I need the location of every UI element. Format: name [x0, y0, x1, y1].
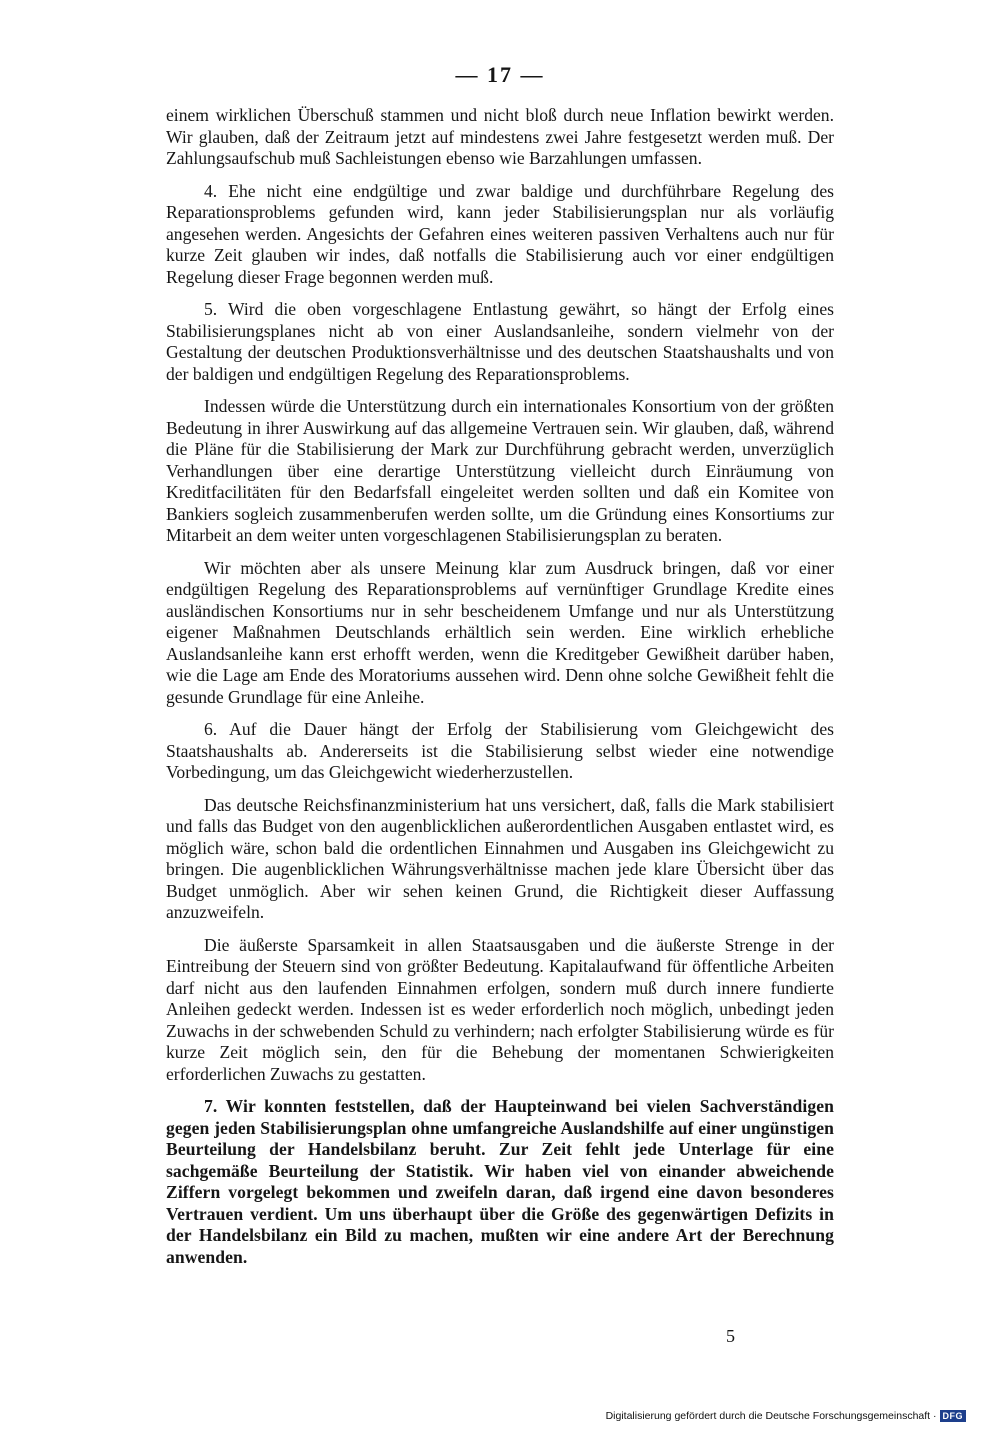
paragraph-continuation: einem wirklichen Überschuß stammen und nicht bloß durch neue Inflation bewirkt werden. Wir glauben, daß der Zeitraum jetzt auf mindestens zwei Jahre festgesetzt werden muß. Der Zahlungsaufschub muß Sachleistungen ebenso wie Barzahlungen umfassen.	[166, 105, 834, 168]
paragraph-finance-ministry: Das deutsche Reichsfinanzministerium hat uns versichert, daß, falls die Mark stabilisiert und falls das Budget von den augenblicklichen außerordentlichen Ausgaben entlastet wird, es möglich wäre, schon bald die ordentlichen Einnahmen und Ausgaben ins Gleichgewicht zu bringen. Die augenblicklichen Währungsverhältnisse machen jede klare Übersicht über das Budget unmöglich. Aber wir sehen keinen Grund, die Richtigkeit dieser Auffassung anzuzweifeln.	[166, 794, 834, 922]
paragraph-point-4: 4. Ehe nicht eine endgültige und zwar baldige und durchführbare Regelung des Reparationsproblems gefunden wird, kann jeder Stabilisierungsplan nur als vorläufig angesehen werden. Angesichts der Gefahren eines weiteren passiven Verhaltens auch nur für kurze Zeit glauben wir indes, daß notfalls die Stabilisierung auch vor einer endgültigen Regelung dieser Frage begonnen werden muß.	[166, 180, 834, 287]
paragraph-consortium: Indessen würde die Unterstützung durch ein internationales Konsortium von der größten Bedeutung in ihrer Auswirkung auf das allgemeine Vertrauen sein. Wir glauben, daß, während die Pläne für die Stabilisierung der Mark zur Durchführung gebracht werden, unverzüglich Verhandlungen über eine derartige Unterstützung vielleicht durch Einräumung von Kreditfacilitäten für den Bedarfsfall eingeleitet werden sollten und daß ein Komitee von Bankiers sogleich zusammenberufen werden sollte, um die Gründung eines Konsortiums zur Mitarbeit an dem weiter unten vorgeschlagenen Stabilisierungsplan zu beraten.	[166, 396, 834, 545]
credit-text: Digitalisierung gefördert durch die Deutsche Forschungsgemeinschaft ·	[605, 1410, 937, 1422]
body-text	[166, 105, 834, 1279]
paragraph-point-5: 5. Wird die oben vorgeschlagene Entlastung gewährt, so hängt der Erfolg eines Stabilisierungsplanes nicht ab von einer Auslandsanleihe, sondern vielmehr von der Gestaltung der deutschen Produktionsverhältnisse und des deutschen Staatshaushalts und von der baldigen und endgültigen Regelung des Reparationsproblems.	[166, 299, 834, 384]
paragraph-austerity: Die äußerste Sparsamkeit in allen Staatsausgaben und die äußerste Strenge in der Eintreibung der Steuern sind von größter Bedeutung. Kapitalaufwand für öffentliche Arbeiten darf nicht aus den laufenden Einnahmen erfolgen, sondern muß durch innere fundierte Anleihen gedeckt werden. Indessen ist es weder erforderlich noch möglich, unbedingt jeden Zuwachs in der schwebenden Schuld zu verhindern; nach erfolgter Stabilisierung würde es für kurze Zeit möglich sein, den für die Behebung der momentanen Schwierigkeiten erforderlichen Zuwachs zu gestatten.	[166, 934, 834, 1084]
dfg-logo: DFG	[940, 1410, 967, 1422]
paragraph-point-7: 7. Wir konnten feststellen, daß der Haupteinwand bei vielen Sachverständigen gegen jeden Stabilisierungsplan ohne umfangreiche Auslandshilfe auf einer ungünstigen Beurteilung der Handelsbilanz beruht. Zur Zeit fehlt jede Unterlage für eine sachgemäße Beurteilung der Statistik. Wir haben viel von einander abweichende Ziffern vorgelegt bekommen und zweifeln daran, daß irgend eine davon besonderes Vertrauen verdient. Um uns überhaupt über die Größe des gegenwärtigen Defizits in der Handelsbilanz ein Bild zu machen, mußten wir eine andere Art der Berechnung anwenden.	[166, 1096, 834, 1267]
digitization-credit	[606, 1410, 966, 1422]
signature-mark: 5	[726, 1326, 735, 1346]
paragraph-opinion: Wir möchten aber als unsere Meinung klar zum Ausdruck bringen, daß vor einer endgültigen Regelung des Reparationsproblems auf vernünftiger Grundlage Kredite eines ausländischen Konsortiums nur in sehr bescheidenem Umfange und nur als Unterstützung eigener Maßnahmen Deutschlands erhältlich sein werden. Eine wirklich erhebliche Auslandsanleihe kann erst erhofft werden, wenn die Kreditgeber Gewißheit darüber haben, wie die Lage am Ende des Moratoriums aussehen wird. Denn ohne solche Gewißheit fehlt die gesunde Grundlage für eine Anleihe.	[166, 557, 834, 707]
paragraph-point-6: 6. Auf die Dauer hängt der Erfolg der Stabilisierung vom Gleichgewicht des Staatshaushalts ab. Andererseits ist die Stabilisierung selbst wieder eine notwendige Vorbedingung, um das Gleichgewicht wiederherzustellen.	[166, 719, 834, 782]
page-number: — 17 —	[455, 62, 545, 87]
